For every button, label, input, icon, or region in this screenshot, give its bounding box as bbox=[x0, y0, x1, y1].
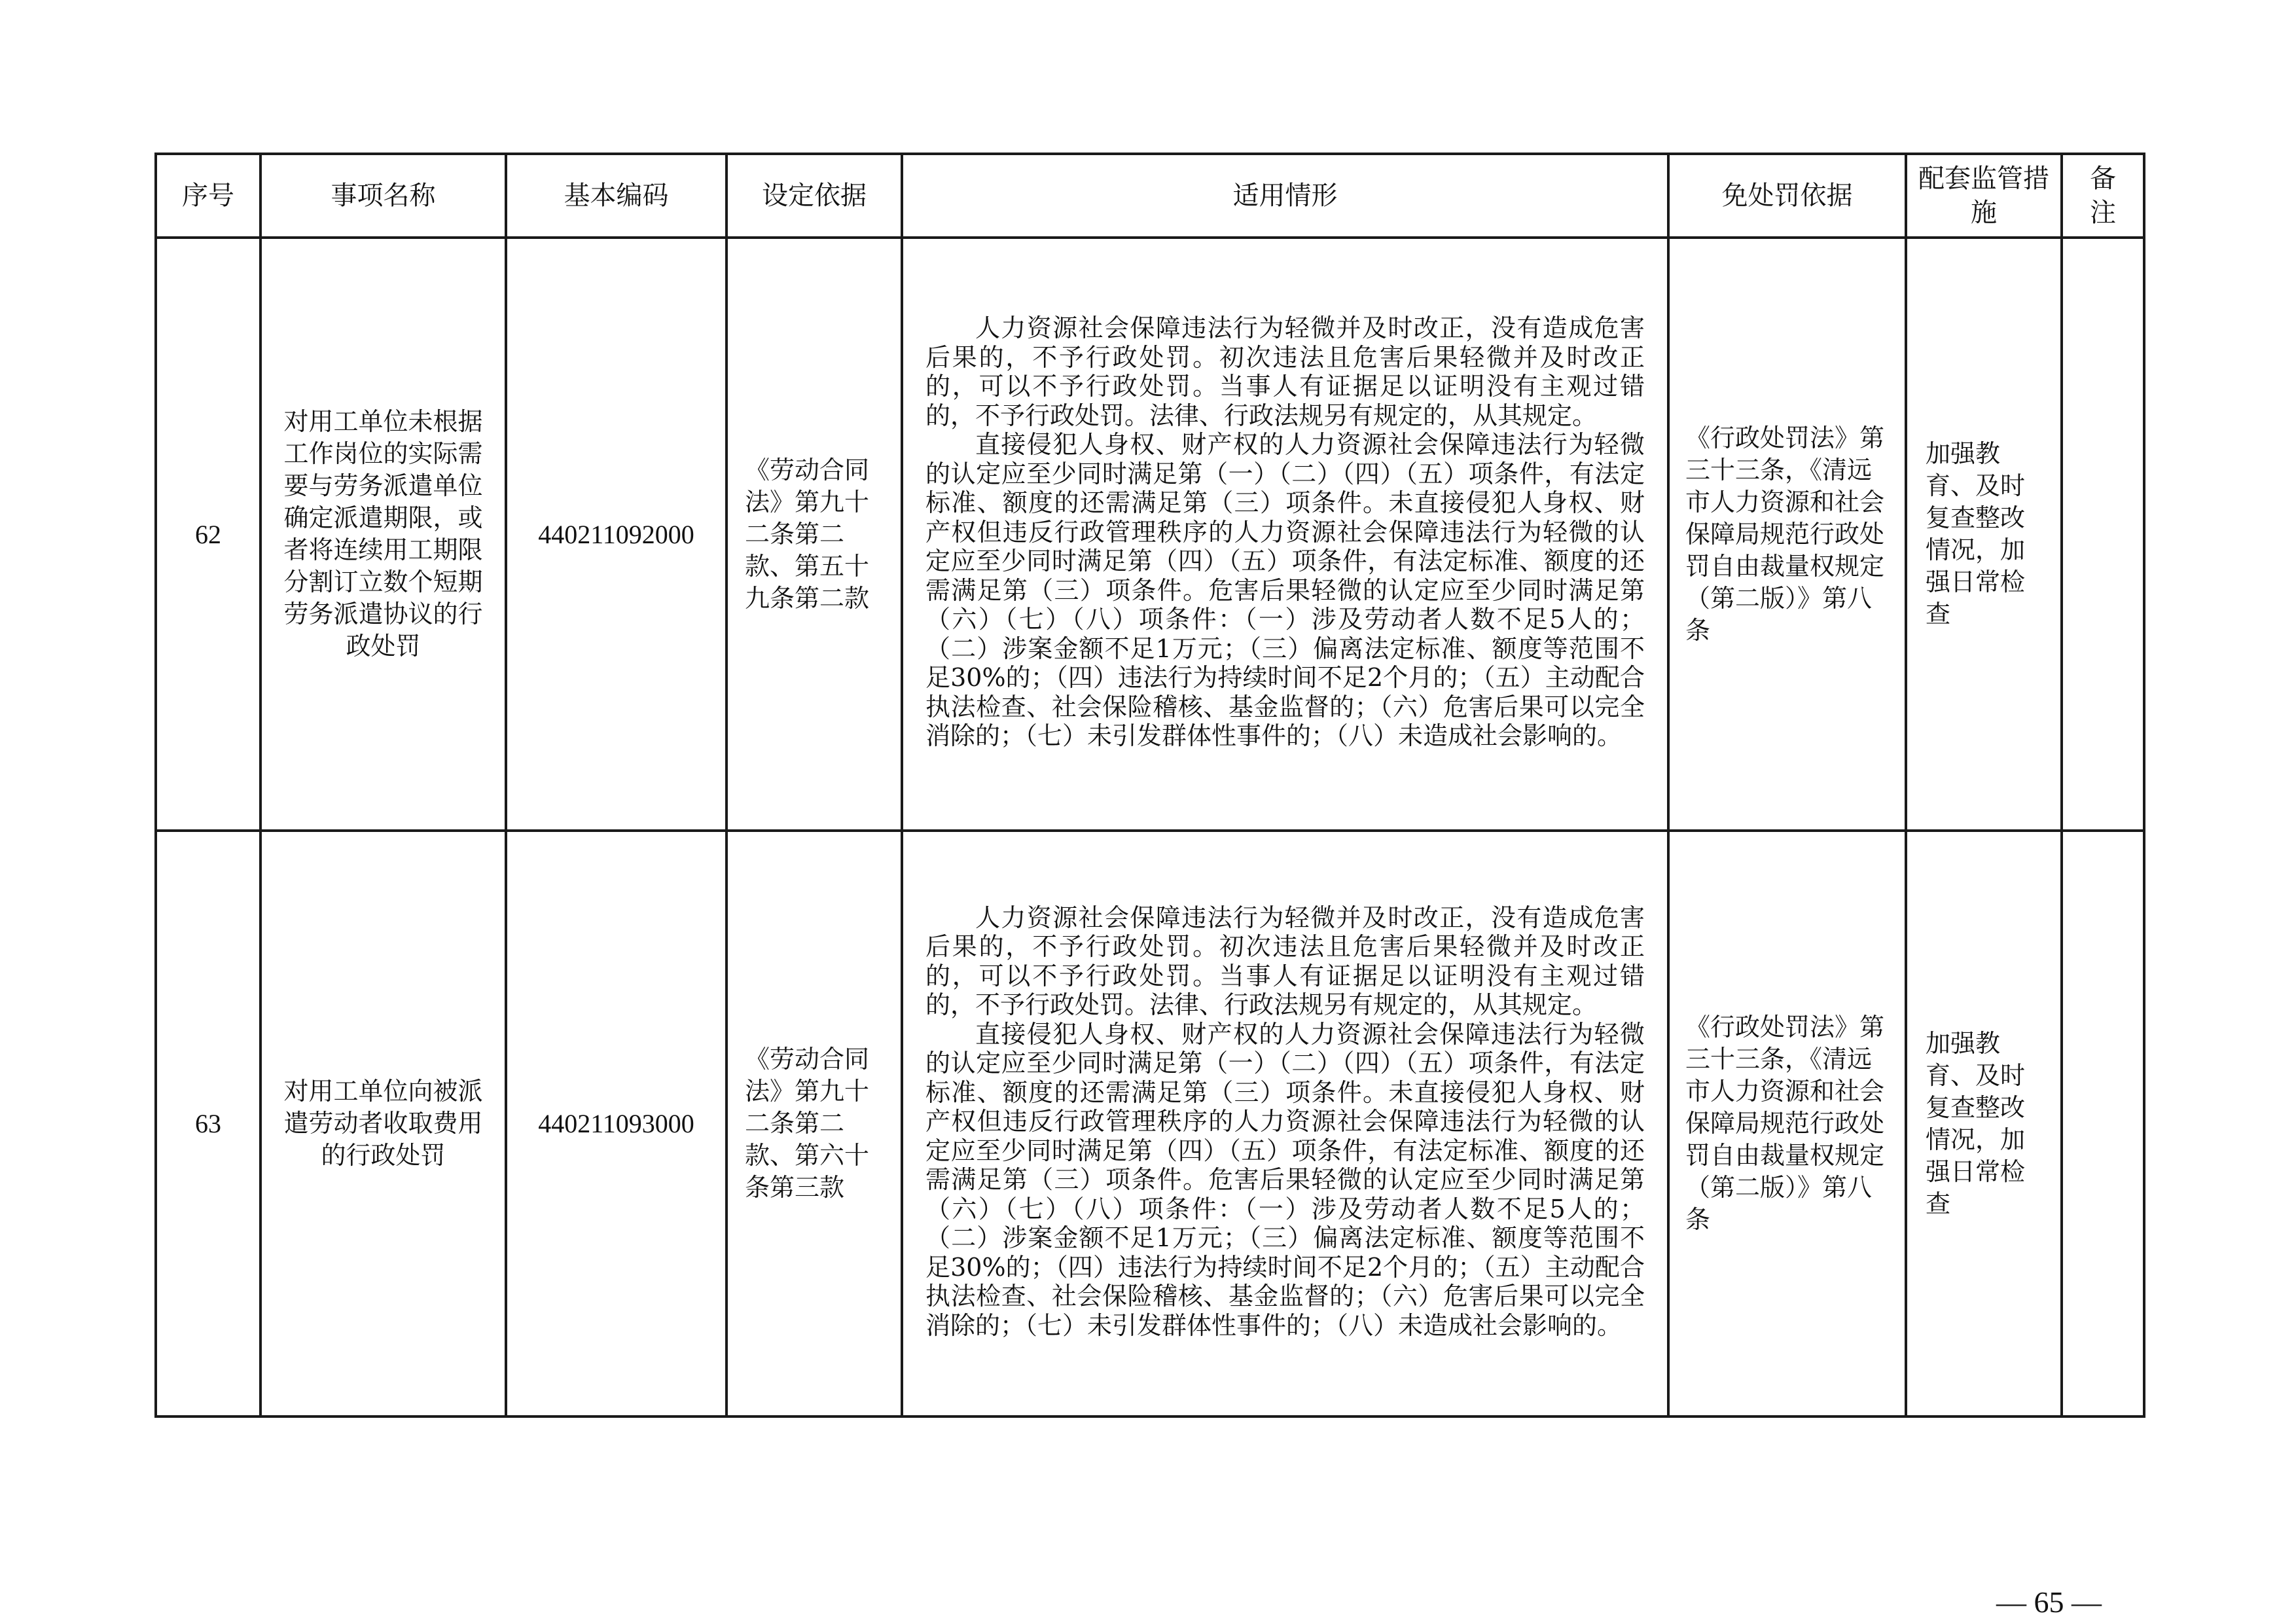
header-basic-code: 基本编码 bbox=[506, 154, 726, 238]
row-item-name: 对用工单位向被派遣劳动者收取费用的行政处罚 bbox=[260, 831, 506, 1416]
row-serial-number: 62 bbox=[156, 238, 260, 831]
row-supervision-measures: 加强教育、及时复查整改情况，加强日常检查 bbox=[1906, 831, 2062, 1416]
penalty-exemption-table bbox=[154, 153, 2145, 1418]
row-exemption-basis: 《行政处罚法》第三十三条，《清远市人力资源和社会保障局规范行政处罚自由裁量权规定（第二版）》第八条 bbox=[1668, 831, 1906, 1416]
row-remarks bbox=[2062, 238, 2144, 831]
table-row bbox=[156, 238, 2144, 831]
header-applicable-situation: 适用情形 bbox=[902, 154, 1668, 238]
situation-paragraph-2: 直接侵犯人身权、财产权的人力资源社会保障违法行为轻微的认定应至少同时满足第（一）（二）（四）（五）项条件，有法定标准、额度的还需满足第（三）项条件。未直接侵犯人身权、财产权但违反行政管理秩序的人力资源社会保障违法行为轻微的认定应至少同时满足第（四）（五）项条件，有法定标准、额度的还需满足第（三）项条件。危害后果轻微的认定应至少同时满足第（六）（七）（八）项条件：（一）涉及劳动者人数不足5人的；（二）涉案金额不足1万元；（三）偏离法定标准、额度等范围不足30%的；（四）违法行为持续时间不足2个月的；（五）主动配合执法检查、社会保险稽核、基金监督的；（六）危害后果可以完全消除的；（七）未引发群体性事件的；（八）未造成社会影响的。 bbox=[925, 430, 1645, 751]
row-serial-number: 63 bbox=[156, 831, 260, 1416]
table-row bbox=[156, 831, 2144, 1416]
situation-paragraph-1: 人力资源社会保障违法行为轻微并及时改正，没有造成危害后果的，不予行政处罚。初次违法且危害后果轻微并及时改正的，可以不予行政处罚。当事人有证据足以证明没有主观过错的，不予行政处罚。法律、行政法规另有规定的，从其规定。 bbox=[925, 903, 1645, 1020]
header-exemption-basis: 免处罚依据 bbox=[1668, 154, 1906, 238]
row-applicable-situation bbox=[902, 238, 1668, 831]
row-exemption-basis: 《行政处罚法》第三十三条，《清远市人力资源和社会保障局规范行政处罚自由裁量权规定（第二版）》第八条 bbox=[1668, 238, 1906, 831]
page-number: — 65 — bbox=[1996, 1585, 2102, 1619]
header-remarks: 备注 bbox=[2062, 154, 2144, 238]
row-legal-basis: 《劳动合同法》第九十二条第二款、第六十条第三款 bbox=[726, 831, 902, 1416]
row-basic-code: 440211093000 bbox=[506, 831, 726, 1416]
header-supervision-measures: 配套监管措施 bbox=[1906, 154, 2062, 238]
table-header-row bbox=[156, 154, 2144, 238]
situation-paragraph-2: 直接侵犯人身权、财产权的人力资源社会保障违法行为轻微的认定应至少同时满足第（一）（二）（四）（五）项条件，有法定标准、额度的还需满足第（三）项条件。未直接侵犯人身权、财产权但违反行政管理秩序的人力资源社会保障违法行为轻微的认定应至少同时满足第（四）（五）项条件，有法定标准、额度的还需满足第（三）项条件。危害后果轻微的认定应至少同时满足第（六）（七）（八）项条件：（一）涉及劳动者人数不足5人的；（二）涉案金额不足1万元；（三）偏离法定标准、额度等范围不足30%的；（四）违法行为持续时间不足2个月的；（五）主动配合执法检查、社会保险稽核、基金监督的；（六）危害后果可以完全消除的；（七）未引发群体性事件的；（八）未造成社会影响的。 bbox=[925, 1019, 1645, 1340]
row-basic-code: 440211092000 bbox=[506, 238, 726, 831]
header-serial-number: 序号 bbox=[156, 154, 260, 238]
document-page bbox=[154, 153, 2143, 1418]
row-remarks bbox=[2062, 831, 2144, 1416]
header-legal-basis: 设定依据 bbox=[726, 154, 902, 238]
situation-paragraph-1: 人力资源社会保障违法行为轻微并及时改正，没有造成危害后果的，不予行政处罚。初次违法且危害后果轻微并及时改正的，可以不予行政处罚。当事人有证据足以证明没有主观过错的，不予行政处罚。法律、行政法规另有规定的，从其规定。 bbox=[925, 314, 1645, 430]
row-supervision-measures: 加强教育、及时复查整改情况，加强日常检查 bbox=[1906, 238, 2062, 831]
row-applicable-situation bbox=[902, 831, 1668, 1416]
row-legal-basis: 《劳动合同法》第九十二条第二款、第五十九条第二款 bbox=[726, 238, 902, 831]
header-item-name: 事项名称 bbox=[260, 154, 506, 238]
row-item-name: 对用工单位未根据工作岗位的实际需要与劳务派遣单位确定派遣期限，或者将连续用工期限分割订立数个短期劳务派遣协议的行政处罚 bbox=[260, 238, 506, 831]
